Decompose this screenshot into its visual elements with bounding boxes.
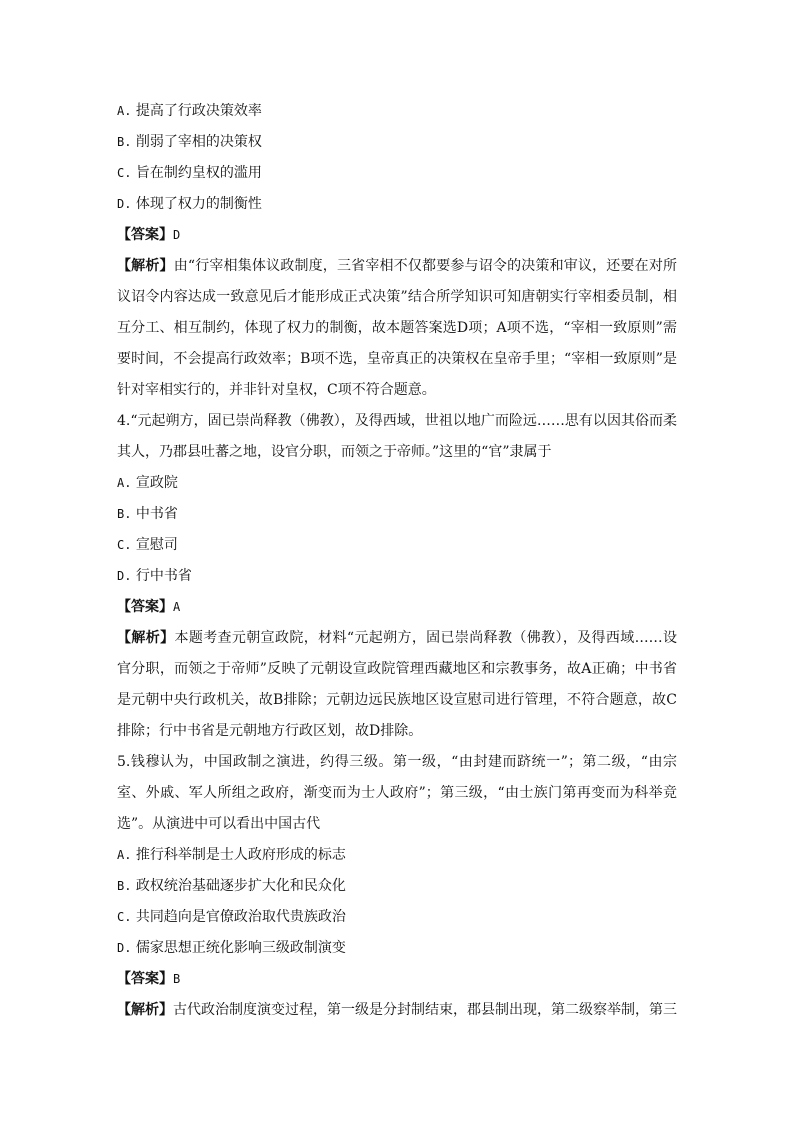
analysis-text: 古代政治制度演变过程，第一级是分封制结束，郡县制出现，第二级察举制，第三 [173, 1002, 677, 1018]
q4-option-a [117, 468, 677, 499]
option-text: 政权统治基础逐步扩大化和民众化 [135, 878, 346, 894]
q5-stem: 5.钱穆认为，中国政制之演进，约得三级。第一级，“由封建而跻统一”；第二级，“由宗室、外戚、军人所组之政府，渐变而为士人政府”；第三级，“由士族门第再变而为科举竞选”。从演进中可以看出中国古代 [117, 754, 677, 832]
option-letter: A. [117, 104, 132, 118]
q4-option-c [117, 530, 677, 561]
option-text: 削弱了宰相的决策权 [135, 134, 262, 150]
q4-option-b [117, 499, 677, 530]
option-letter: C. [117, 166, 132, 180]
q4-option-d [117, 561, 677, 592]
q3-option-d [117, 189, 677, 220]
q5-option-d [117, 933, 677, 964]
option-letter: B. [117, 507, 132, 521]
option-text: 体现了权力的制衡性 [135, 196, 262, 212]
q4-stem: 4.“元起朔方，固已崇尚释教（佛教），及得西域，世祖以地广而险远……思有以因其俗而柔其人，乃郡县吐蕃之地，设官分职，而领之于帝师。”这里的“官”隶属于 [117, 413, 677, 460]
q5-answer [117, 964, 677, 995]
option-letter: D. [117, 197, 132, 211]
q3-analysis [117, 251, 677, 406]
option-text: 旨在制约皇权的滥用 [135, 165, 262, 181]
q4-analysis [117, 623, 677, 747]
q3-option-a [117, 96, 677, 127]
answer-value: A [173, 600, 181, 614]
answer-tag: 【答案】 [117, 971, 173, 987]
option-text: 提高了行政决策效率 [135, 103, 262, 119]
q5-option-b [117, 871, 677, 902]
q4-answer [117, 592, 677, 623]
answer-value: B [173, 972, 181, 986]
q5-option-a [117, 840, 677, 871]
option-letter: C. [117, 538, 132, 552]
option-letter: B. [117, 135, 132, 149]
option-text: 宣慰司 [135, 537, 178, 553]
option-text: 宣政院 [135, 475, 178, 491]
document-page [117, 96, 677, 1026]
option-letter: D. [117, 569, 132, 583]
answer-tag: 【答案】 [117, 227, 173, 243]
q5-analysis [117, 995, 677, 1026]
option-letter: A. [117, 476, 132, 490]
analysis-tag: 【解析】 [117, 258, 174, 274]
answer-tag: 【答案】 [117, 599, 173, 615]
analysis-text: 本题考查元朝宣政院，材料“元起朔方，固已崇尚释教（佛教），及得西域……设官分职，而领之于帝师”反映了元朝设宣政院管理西藏地区和宗教事务，故A正确；中书省是元朝中央行政机关，故B排除；元朝边远民族地区设宣慰司进行管理，不符合题意，故C排除；行中书省是元朝地方行政区划，故D排除。 [117, 630, 678, 739]
option-letter: D. [117, 941, 132, 955]
option-letter: A. [117, 848, 132, 862]
q3-option-c [117, 158, 677, 189]
q3-answer [117, 220, 677, 251]
q3-option-b [117, 127, 677, 158]
option-text: 推行科举制是士人政府形成的标志 [135, 847, 346, 863]
option-text: 儒家思想正统化影响三级政制演变 [135, 940, 346, 956]
option-letter: C. [117, 910, 132, 924]
option-text: 中书省 [135, 506, 178, 522]
option-text: 共同趋向是官僚政治取代贵族政治 [135, 909, 346, 925]
analysis-tag: 【解析】 [117, 630, 175, 646]
option-text: 行中书省 [135, 568, 192, 584]
analysis-text: 由“行宰相集体议政制度，三省宰相不仅都要参与诏令的决策和审议，还要在对所议诏令内容达成一致意见后才能形成正式决策”结合所学知识可知唐朝实行宰相委员制，相互分工、相互制约，体现了权力的制衡，故本题答案选D项；A项不选，“宰相一致原则”需要时间，不会提高行政效率；B项不选，皇帝真正的决策权在皇帝手里；“宰相一致原则”是针对宰相实行的，并非针对皇权，C项不符合题意。 [117, 258, 678, 398]
q5-option-c [117, 902, 677, 933]
option-letter: B. [117, 879, 132, 893]
answer-value: D [173, 228, 181, 242]
analysis-tag: 【解析】 [117, 1002, 173, 1018]
